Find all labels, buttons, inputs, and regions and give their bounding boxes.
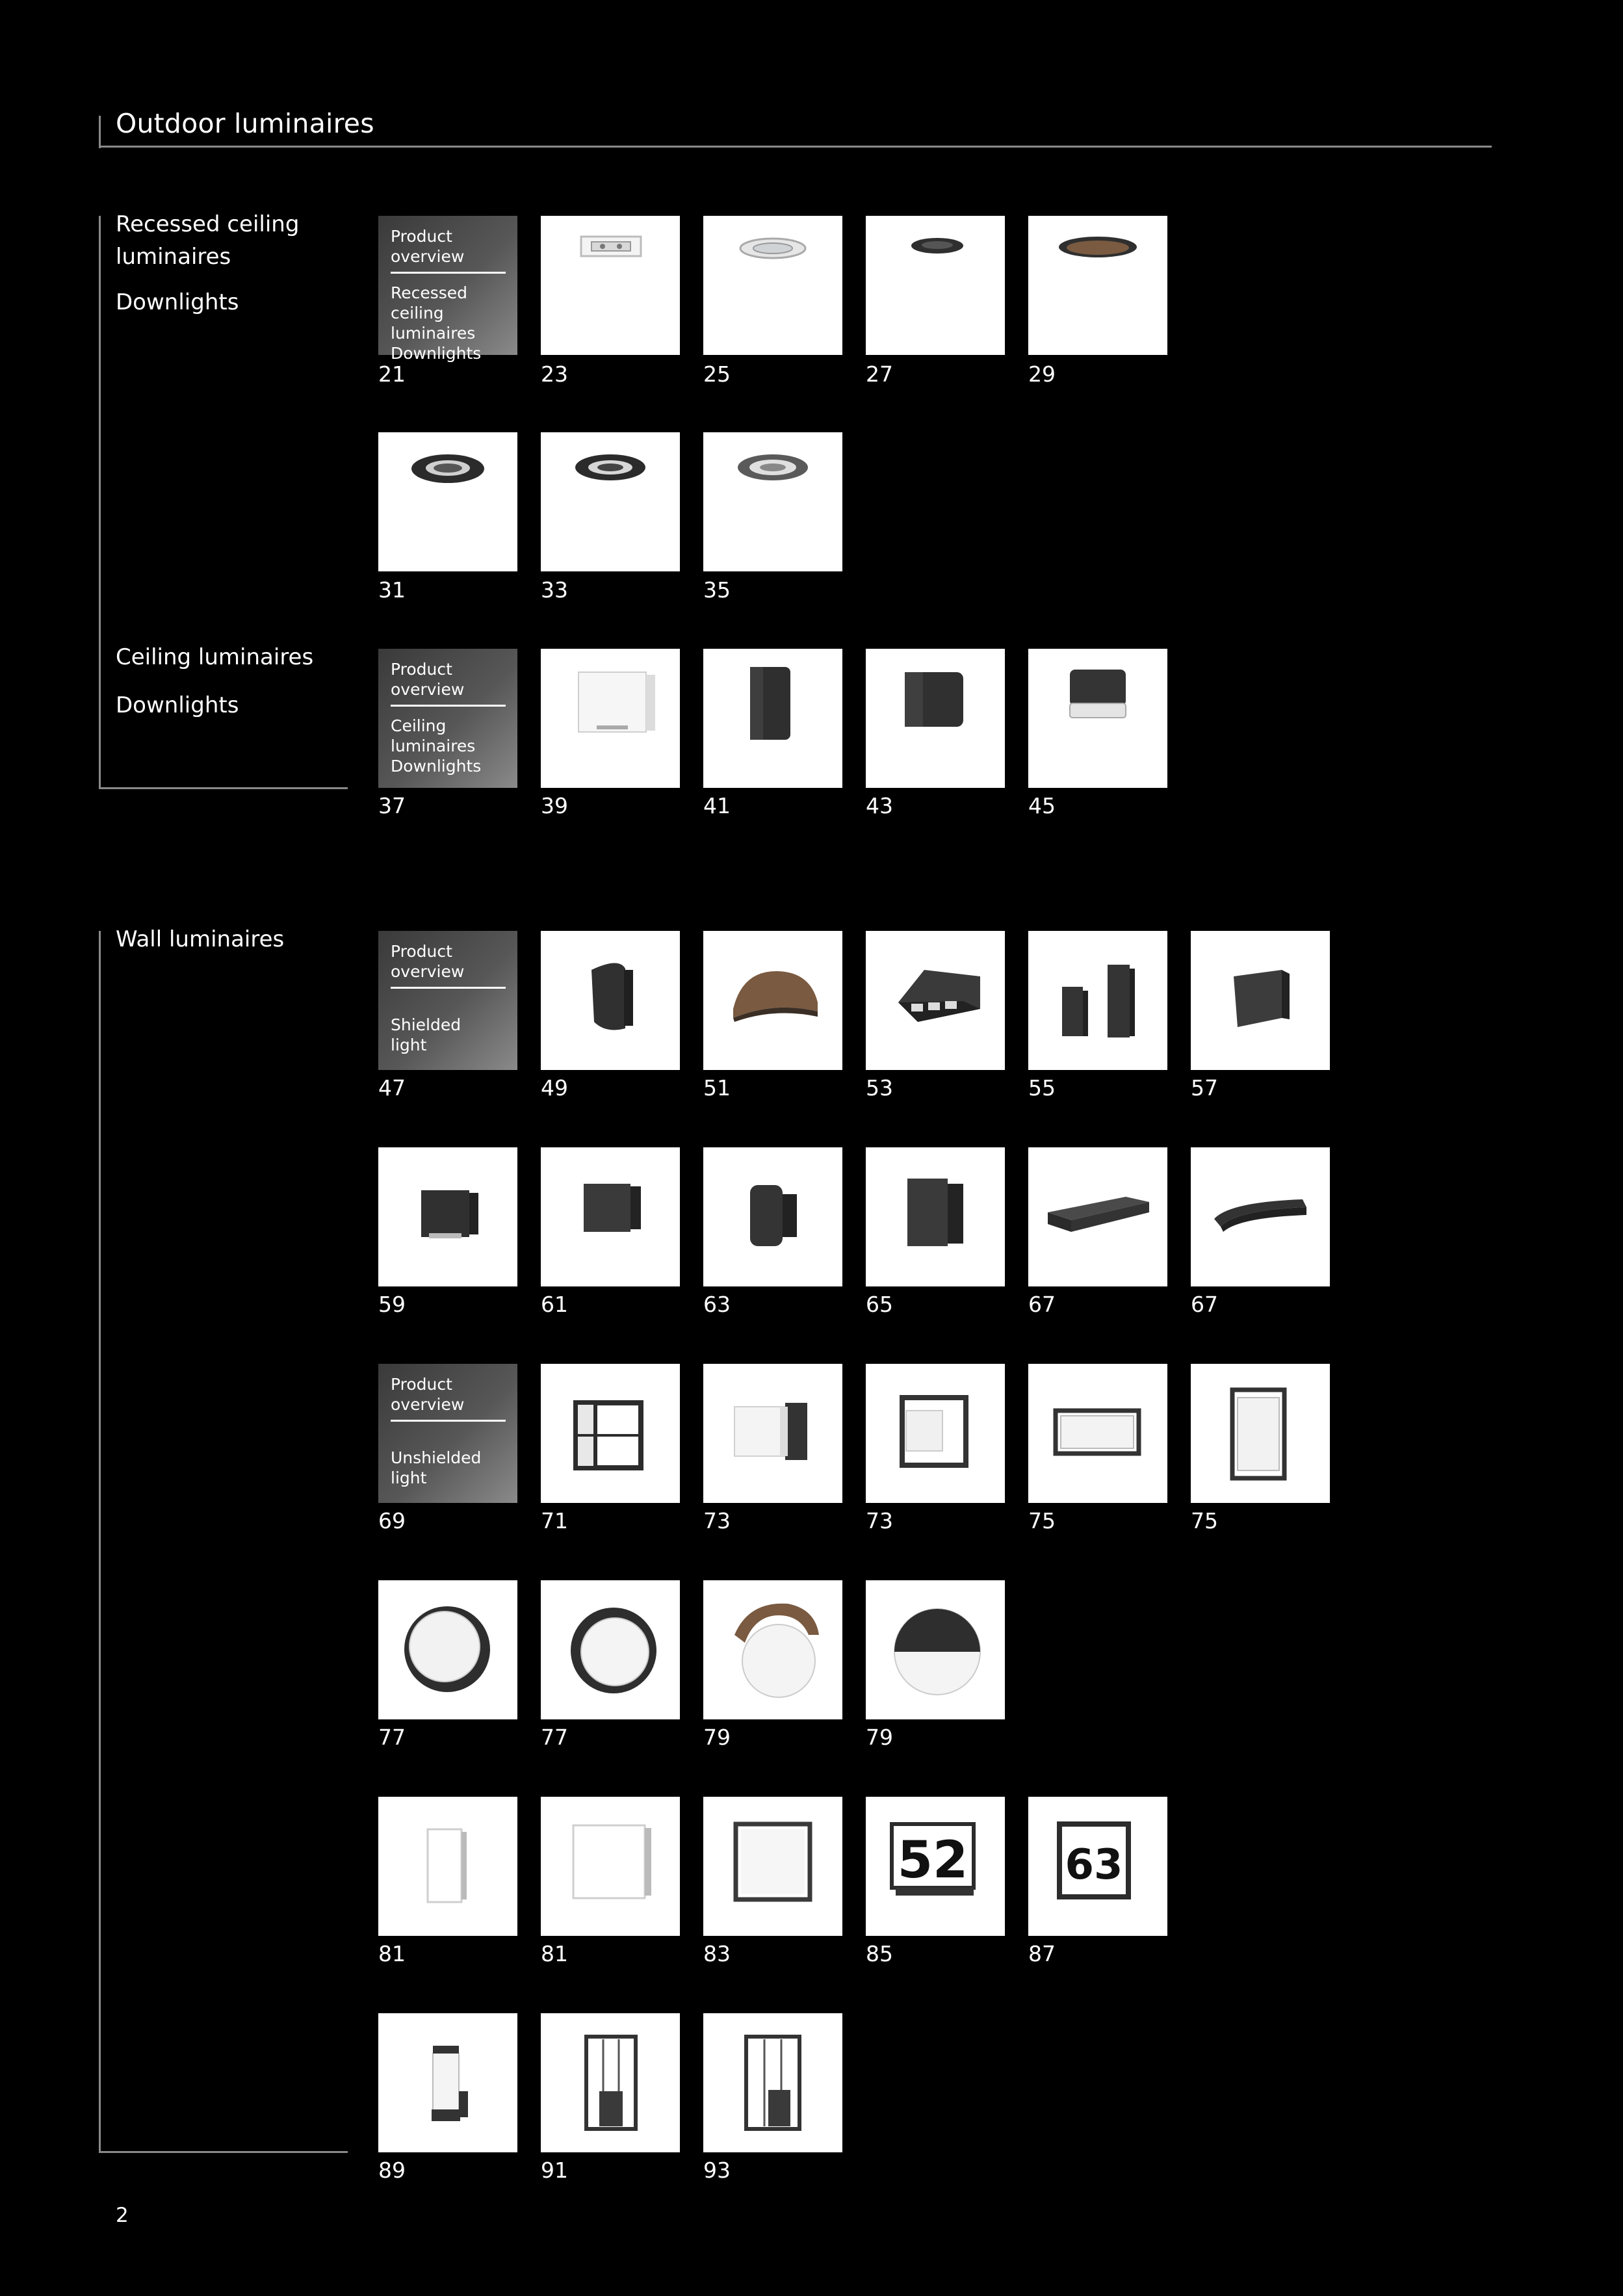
recessed-ring-downlight-image: [541, 432, 680, 571]
product-tile[interactable]: [866, 1797, 1005, 1936]
wall-round-bulkhead-image: [378, 1580, 517, 1719]
overview-title: Product overview: [391, 942, 465, 981]
page-number-label: 29: [1028, 361, 1056, 387]
page-number-label: 91: [541, 2158, 568, 2183]
product-tile[interactable]: [541, 216, 680, 355]
section-label-wall: [116, 923, 330, 956]
product-tile[interactable]: [1028, 216, 1167, 355]
recessed-ring-downlight-image: [378, 432, 517, 571]
wall-cylinder-image: [703, 1147, 842, 1286]
page-number-label: 53: [866, 1075, 893, 1101]
section-bracket-vertical: [99, 931, 101, 2153]
page-number-label: 85: [866, 1941, 893, 1966]
page-number-label: 65: [866, 1292, 893, 1317]
page-number-label: 45: [1028, 793, 1056, 818]
product-tile[interactable]: [866, 1147, 1005, 1286]
page-number-label: 75: [1028, 1508, 1056, 1533]
page-number-label: 83: [703, 1941, 731, 1966]
product-tile[interactable]: [703, 216, 842, 355]
product-tile[interactable]: [866, 216, 1005, 355]
page-number-label: 39: [541, 793, 568, 818]
page-title: Outdoor luminaires: [116, 108, 374, 139]
wall-curved-shield-image: [541, 931, 680, 1070]
page-number-label: 23: [541, 361, 568, 387]
recessed-bronze-downlight-image: [1028, 216, 1167, 355]
page-number-label: 67: [1191, 1292, 1218, 1317]
section-subtitle: Downlights: [116, 692, 239, 718]
wall-framed-cube-lantern-image: [866, 1364, 1005, 1503]
product-tile[interactable]: [1028, 931, 1167, 1070]
section-title: Ceiling luminaires: [116, 644, 314, 670]
recessed-grey-ring-downlight-image: [703, 432, 842, 571]
product-tile[interactable]: [541, 432, 680, 571]
section-title: Recessed ceiling luminaires: [116, 211, 300, 270]
ceiling-tall-cylinder-image: [703, 649, 842, 788]
page-number-label: 33: [541, 577, 568, 603]
house-number-text: 52: [897, 1831, 968, 1890]
product-tile[interactable]: [541, 1580, 680, 1719]
wall-glass-lantern-image: [541, 2013, 680, 2152]
product-tile[interactable]: [703, 649, 842, 788]
overview-card-recessed[interactable]: [378, 216, 517, 363]
wall-square-angled-image: [1191, 931, 1330, 1070]
page-number-label: 81: [378, 1941, 406, 1966]
product-tile[interactable]: [1028, 1364, 1167, 1503]
wall-tall-cube-image: [866, 1147, 1005, 1286]
product-tile[interactable]: [378, 1147, 517, 1286]
house-number-luminaire-63-image: [1028, 1797, 1167, 1936]
product-tile[interactable]: [378, 432, 517, 571]
wall-square-panel-image: [541, 1797, 680, 1936]
wall-angled-three-light-image: [866, 931, 1005, 1070]
overview-category: Shielded light: [391, 1015, 461, 1054]
overview-category: Unshielded light: [391, 1448, 482, 1487]
wall-cube-downlight-image: [378, 1147, 517, 1286]
page-number-label: 55: [1028, 1075, 1056, 1101]
wall-linear-bar-image: [1028, 1147, 1167, 1286]
overview-divider: [391, 705, 506, 707]
product-tile[interactable]: [703, 1364, 842, 1503]
product-tile[interactable]: [1191, 1364, 1330, 1503]
page-number-label: 35: [703, 577, 731, 603]
section-bracket-vertical: [99, 216, 101, 789]
recessed-square-downlight-image: [541, 216, 680, 355]
page-number-label: 59: [378, 1292, 406, 1317]
product-tile[interactable]: [866, 1580, 1005, 1719]
product-tile[interactable]: [541, 1364, 680, 1503]
page-number-label: 31: [378, 577, 406, 603]
product-tile[interactable]: [703, 1797, 842, 1936]
section-bracket-bottom: [99, 787, 348, 789]
house-number-luminaire-52-image: [866, 1797, 1005, 1936]
wall-linear-arc-image: [1191, 1147, 1330, 1286]
product-tile[interactable]: [703, 1580, 842, 1719]
overview-card-ceiling[interactable]: [378, 649, 517, 788]
recessed-small-dark-downlight-image: [866, 216, 1005, 355]
page-number-label: 87: [1028, 1941, 1056, 1966]
wall-globe-bronze-hood-image: [703, 1580, 842, 1719]
section-label-recessed: [116, 208, 330, 319]
title-rule: [99, 146, 1492, 148]
wall-framed-square-panel-image: [703, 1797, 842, 1936]
title-tick-line: [99, 116, 101, 148]
page-number-label: 79: [866, 1725, 893, 1750]
page-number-label: 81: [541, 1941, 568, 1966]
wall-tall-framed-lantern-image: [1191, 1364, 1330, 1503]
page-number-label: 73: [866, 1508, 893, 1533]
wall-wide-framed-lantern-image: [1028, 1364, 1167, 1503]
page-number-label: 73: [703, 1508, 731, 1533]
product-tile[interactable]: [378, 2013, 517, 2152]
overview-divider: [391, 272, 506, 274]
section-title: Wall luminaires: [116, 926, 285, 952]
product-tile[interactable]: [703, 1147, 842, 1286]
page-number-label: 49: [541, 1075, 568, 1101]
product-tile[interactable]: [1028, 1147, 1167, 1286]
overview-title: Product overview: [391, 1375, 465, 1414]
wall-twin-bollard-image: [1028, 931, 1167, 1070]
product-tile[interactable]: [703, 2013, 842, 2152]
product-tile[interactable]: [1028, 1797, 1167, 1936]
product-tile[interactable]: [541, 1797, 680, 1936]
page-number-label: 43: [866, 793, 893, 818]
overview-category: Ceiling luminaires Downlights: [391, 716, 482, 776]
product-tile[interactable]: [866, 931, 1005, 1070]
house-number-text: 63: [1065, 1841, 1123, 1889]
product-tile[interactable]: [703, 432, 842, 571]
page-number-label: 93: [703, 2158, 731, 2183]
product-tile[interactable]: [541, 649, 680, 788]
product-tile[interactable]: [541, 931, 680, 1070]
wall-slim-panel-image: [378, 1797, 517, 1936]
overview-divider: [391, 1420, 506, 1422]
section-bracket-bottom: [99, 2151, 348, 2153]
wall-cylinder-lantern-image: [378, 2013, 517, 2152]
page-number-label: 27: [866, 361, 893, 387]
page-number-label: 69: [378, 1508, 406, 1533]
overview-card-unshielded[interactable]: [378, 1364, 517, 1503]
product-tile[interactable]: [866, 1364, 1005, 1503]
page-number-label: 61: [541, 1292, 568, 1317]
wall-half-cube-lantern-image: [703, 1364, 842, 1503]
page-number-label: 67: [1028, 1292, 1056, 1317]
product-tile[interactable]: [866, 649, 1005, 788]
overview-card-shielded[interactable]: [378, 931, 517, 1070]
ceiling-white-cube-image: [541, 649, 680, 788]
footer-page-number: 2: [116, 2204, 129, 2227]
product-tile[interactable]: [703, 931, 842, 1070]
overview-title: Product overview: [391, 660, 465, 699]
wall-cube-lantern-image: [541, 1364, 680, 1503]
wall-round-half-shield-image: [541, 1580, 680, 1719]
page-number-label: 57: [1191, 1075, 1218, 1101]
page-number-label: 75: [1191, 1508, 1218, 1533]
page-number-label: 47: [378, 1075, 406, 1101]
section-subtitle: Downlights: [116, 289, 239, 315]
page-number-label: 63: [703, 1292, 731, 1317]
product-tile[interactable]: [378, 1797, 517, 1936]
recessed-glass-downlight-image: [703, 216, 842, 355]
wall-bronze-arc-image: [703, 931, 842, 1070]
overview-divider: [391, 987, 506, 989]
ceiling-short-cylinder-image: [866, 649, 1005, 788]
product-tile[interactable]: [1191, 931, 1330, 1070]
product-tile[interactable]: [1191, 1147, 1330, 1286]
page-number-label: 77: [378, 1725, 406, 1750]
product-tile[interactable]: [541, 2013, 680, 2152]
page-number-label: 21: [378, 361, 406, 387]
overview-title: Product overview: [391, 227, 465, 266]
wall-cube-image: [541, 1147, 680, 1286]
wall-glass-lantern-image: [703, 2013, 842, 2152]
page-number-label: 25: [703, 361, 731, 387]
page-number-label: 71: [541, 1508, 568, 1533]
product-tile[interactable]: [1028, 649, 1167, 788]
page-number-label: 51: [703, 1075, 731, 1101]
page-number-label: 79: [703, 1725, 731, 1750]
product-tile[interactable]: [378, 1580, 517, 1719]
ceiling-glass-cylinder-image: [1028, 649, 1167, 788]
page-number-label: 77: [541, 1725, 568, 1750]
section-label-ceiling: [116, 641, 330, 722]
page-number-label: 89: [378, 2158, 406, 2183]
wall-globe-dark-hood-image: [866, 1580, 1005, 1719]
overview-category: Recessed ceiling luminaires Downlights: [391, 283, 482, 363]
product-tile[interactable]: [541, 1147, 680, 1286]
page-number-label: 37: [378, 793, 406, 818]
page-number-label: 41: [703, 793, 731, 818]
